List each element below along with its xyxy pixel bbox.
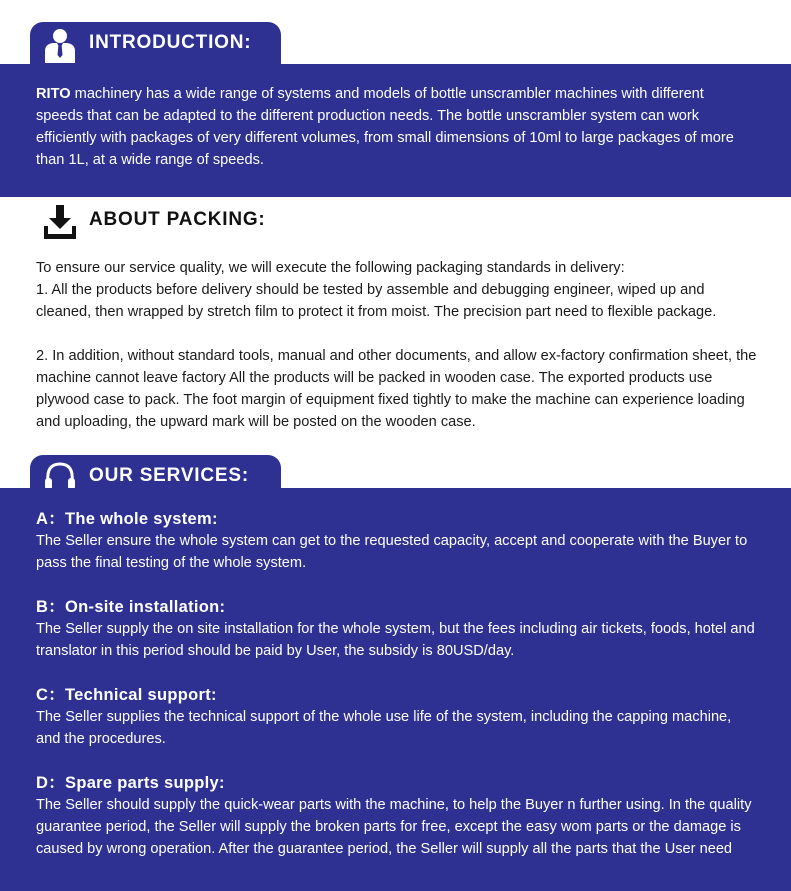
introduction-section	[0, 64, 791, 197]
introduction-tab	[30, 22, 281, 64]
brand-name: RITO	[36, 86, 71, 102]
service-d-heading: D：Spare parts supply:	[36, 774, 225, 792]
introduction-title: INTRODUCTION:	[89, 32, 252, 53]
packing-body: To ensure our service quality, we will execute the following packaging standards in delivery: 1. All the products before delivery should be tested by assemble and debugging engineer, wiped up and cleaned, then wrapped by stretch film to protect it from moist. The precision part need to flexible package. 2. In addition, without standard tools, manual and other documents, and allow ex-factory confirmation sheet, the machine cannot leave factory All the products will be packed in wooden case. The exported products use plywood case to pack. The foot margin of equipment fixed tightly to make the machine can experience loading and uploading, the upward mark will be posted on the wooden case.	[36, 257, 771, 433]
service-a-heading: A：The whole system:	[36, 510, 218, 528]
packing-title: ABOUT PACKING:	[89, 209, 266, 230]
service-c-heading: C：Technical support:	[36, 686, 217, 704]
service-d-text: The Seller should supply the quick-wear parts with the machine, to help the Buyer n further using. In the quality guarantee period, the Seller will supply the broken parts for free, except the easy wom parts or the damage is caused by wrong operation. After the guarantee period, the Seller will supply all the parts that the User need	[36, 797, 752, 857]
packing-tab	[30, 199, 281, 241]
services-title: OUR SERVICES:	[89, 465, 249, 486]
service-c-text: The Seller supplies the technical support of the whole use life of the system, including the capping machine, and the procedures.	[36, 709, 732, 747]
service-a-text: The Seller ensure the whole system can get to the requested capacity, accept and cooperate with the Buyer to pass the final testing of the whole system.	[36, 533, 748, 571]
download-icon	[42, 204, 78, 240]
service-b-text: The Seller supply the on site installation for the whole system, but the fees including air tickets, foods, hotel and translator in this period should be paid by User, the subsidy is 80USD/day.	[36, 621, 755, 659]
introduction-body: RITO machinery has a wide range of systems and models of bottle unscrambler machines with different speeds that can be adapted to the different production needs. The bottle unscrambler system can work efficiently with packages of very different volumes, from small dimensions of 10ml to large packages of more than 1L, at a wide range of speeds.	[36, 86, 734, 168]
packing-section	[0, 241, 791, 453]
packing-intro: To ensure our service quality, we will execute the following packaging standards in delivery:	[36, 260, 625, 276]
service-b-heading: B：On-site installation:	[36, 598, 226, 616]
businessman-icon	[42, 27, 78, 63]
services-section	[0, 488, 791, 891]
